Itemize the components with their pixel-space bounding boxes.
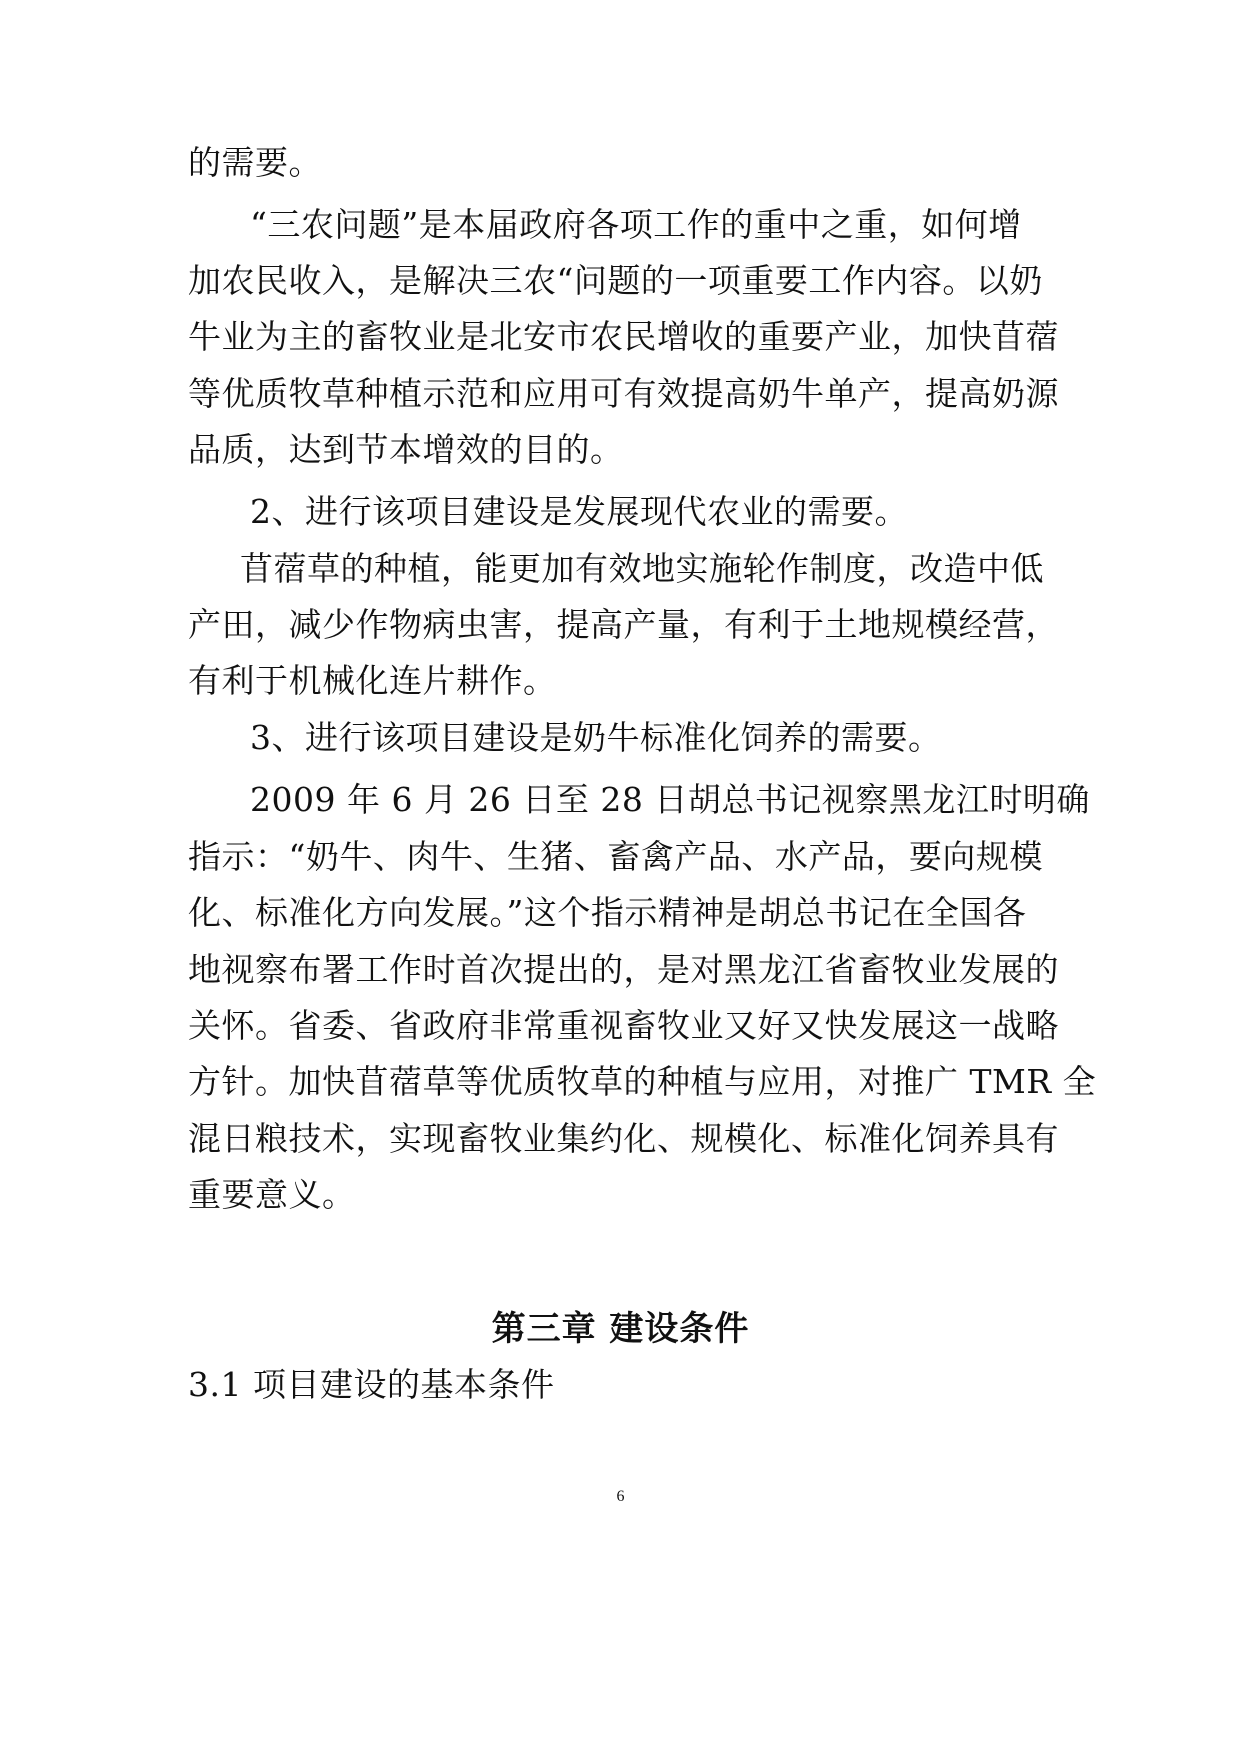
list-heading: 2、进行该项目建设是发展现代农业的需要。 (250, 492, 908, 531)
text-line: 的需要。 (188, 143, 322, 182)
text-line: 混日粮技术，实现畜牧业集约化、规模化、标准化饲养具有 (188, 1119, 1059, 1158)
text-line: 产田，减少作物病虫害，提高产量，有利于土地规模经营， (188, 605, 1059, 644)
text-line: 方针。加快苜蓿草等优质牧草的种植与应用，对推广 TMR 全 (188, 1062, 1097, 1101)
section-heading: 3.1 项目建设的基本条件 (188, 1365, 555, 1404)
chapter-heading: 第三章 建设条件 (491, 1309, 750, 1349)
text-line: 牛业为主的畜牧业是北安市农民增收的重要产业，加快苜蓿 (188, 317, 1059, 356)
text-line: 化、标准化方向发展。”这个指示精神是胡总书记在全国各 (188, 893, 1027, 932)
text-line: 加农民收入，是解决三农“问题的一项重要工作内容。以奶 (188, 261, 1043, 300)
text-line: 苜蓿草的种植，能更加有效地实施轮作制度，改造中低 (240, 549, 1044, 588)
text-line: “三农问题”是本届政府各项工作的重中之重，如何增 (250, 205, 1022, 244)
text-line: 指示：“奶牛、肉牛、生猪、畜禽产品、水产品，要向规模 (188, 837, 1043, 876)
text-line: 品质，达到节本增效的目的。 (188, 430, 624, 469)
text-line: 2009 年 6 月 26 日至 28 日胡总书记视察黑龙江时明确 (250, 780, 1090, 819)
text-line: 有利于机械化连片耕作。 (188, 661, 557, 700)
list-heading: 3、进行该项目建设是奶牛标准化饲养的需要。 (250, 718, 942, 757)
page-number: 6 (616, 1488, 625, 1505)
text-line: 关怀。省委、省政府非常重视畜牧业又好又快发展这一战略 (188, 1006, 1059, 1045)
text-line: 等优质牧草种植示范和应用可有效提高奶牛单产，提高奶源 (188, 374, 1059, 413)
text-line: 重要意义。 (188, 1175, 356, 1214)
text-line: 地视察布署工作时首次提出的，是对黑龙江省畜牧业发展的 (188, 950, 1059, 989)
